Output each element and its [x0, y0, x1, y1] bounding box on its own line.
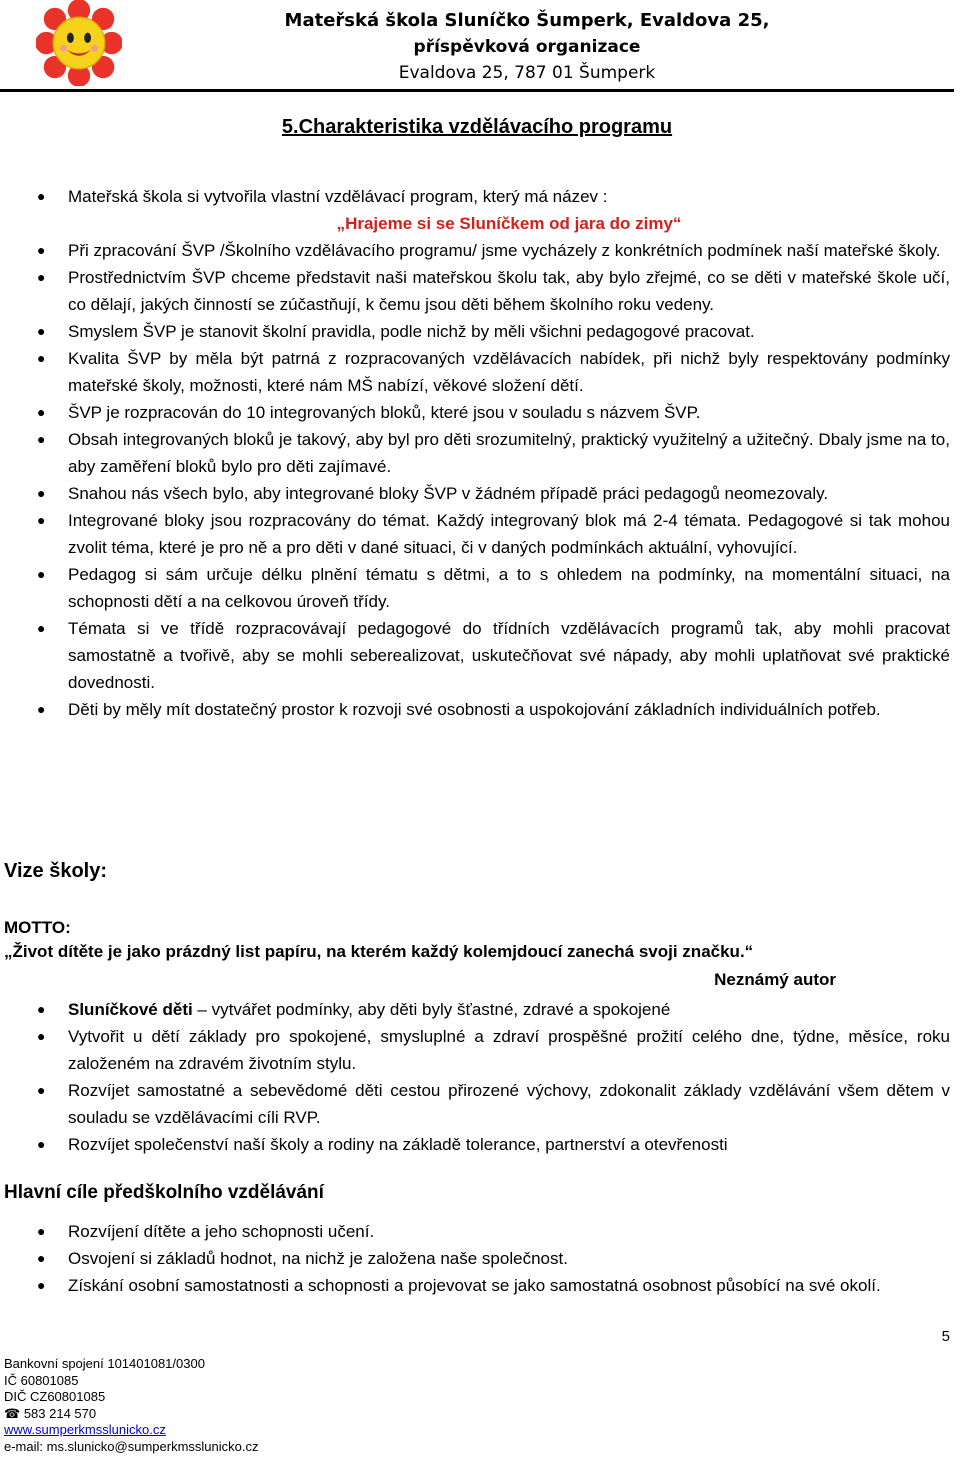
footer-web-link[interactable]: www.sumperkmsslunicko.cz	[4, 1422, 166, 1437]
list-item: ● Snahou nás všech bylo, aby integrované bloky ŠVP v žádném případě práci pedagogů neomezovaly.	[0, 480, 950, 507]
list-item: ● Získání osobní samostatnosti a schopnosti a projevovat se jako samostatná osobnost působící na své okolí.	[0, 1272, 950, 1299]
bullet-icon: ●	[37, 431, 46, 447]
bullet-icon: ●	[37, 188, 46, 204]
motto-label: MOTTO:	[4, 918, 71, 937]
bullet-icon: ●	[37, 323, 46, 339]
motto-quote: „Život dítěte je jako prázdný list papíru, na kterém každý kolemjdoucí zanechá svoji značku.“	[4, 942, 754, 961]
list-item: ● Kvalita ŠVP by měla být patrná z rozpracovaných vzdělávacích nabídek, při nichž byly respektovány podmínky mateřské školy, možnosti, které nám MŠ nabízí, věkové složení dětí.	[0, 345, 950, 399]
bullet-icon: ●	[37, 1277, 46, 1293]
phone-icon: ☎	[4, 1405, 21, 1421]
bullet-icon: ●	[37, 404, 46, 420]
bullet-icon: ●	[37, 485, 46, 501]
quote-author: Neznámý autor	[714, 970, 836, 989]
list-item: ● Rozvíjení dítěte a jeho schopnosti učení.	[0, 1218, 950, 1245]
footer-bank: Bankovní spojení 101401081/0300	[4, 1356, 205, 1371]
program-characteristics-list	[0, 183, 950, 210]
list-item: ● Témata si ve třídě rozpracovávají pedagogové do třídních vzdělávacích programů tak, aby mohli pracovat samostatně a tvořivě, aby se mohli seberealizovat, uskutečňovat své nápady, aby mohli uplatňovat své praktické dovednosti.	[0, 615, 950, 696]
page-title: 5.Charakteristika vzdělávacího programu	[281, 116, 673, 138]
list-item: ● Vytvořit u dětí základy pro spokojené, smysluplné a zdraví prospěšné prožití celého dne, týdne, měsíce, roku založeném na zdravém životním stylu.	[0, 1023, 950, 1077]
list-item: ● Rozvíjet společenství naší školy a rodiny na základě tolerance, partnerství a otevřenosti	[0, 1131, 950, 1158]
footer-email[interactable]: e-mail: ms.slunicko@sumperkmsslunicko.cz	[4, 1438, 259, 1454]
goals-heading: Hlavní cíle předškolního vzdělávání	[4, 1182, 324, 1203]
bullet-icon: ●	[37, 1223, 46, 1239]
program-characteristics-list-continued	[0, 237, 950, 723]
bullet-icon: ●	[37, 1250, 46, 1266]
list-item: ● Smyslem ŠVP je stanovit školní pravidla, podle nichž by měli všichni pedagogové pracovat.	[0, 318, 950, 345]
bullet-icon: ●	[37, 1028, 46, 1044]
list-item: ● Mateřská škola si vytvořila vlastní vzdělávací program, který má název :	[0, 183, 950, 210]
list-item: ● Integrované bloky jsou rozpracovány do témat. Každý integrovaný blok má 2-4 témata. Pedagogové si tak mohou zvolit téma, které je pro ně a pro děti v dané situaci, či v daných podmínkách aktuální, vyhovující.	[0, 507, 950, 561]
program-name: „Hrajeme si se Sluníčkem od jara do zimy“	[336, 214, 682, 233]
footer-phone-row	[4, 1406, 258, 1423]
vision-list	[0, 996, 950, 1158]
sun-flower-logo	[36, 0, 122, 86]
list-item: ● Rozvíjet samostatné a sebevědomé děti cestou přirozené výchovy, zdokonalit základy vzdělávání všem dětem v souladu se vzdělávacími cíli RVP.	[0, 1077, 950, 1131]
list-item: ● Děti by měly mít dostatečný prostor k rozvoji své osobnosti a uspokojování základních individuálních potřeb.	[0, 696, 950, 723]
bullet-icon: ●	[37, 566, 46, 582]
bullet-icon: ●	[37, 620, 46, 636]
vision-heading: Vize školy:	[4, 860, 108, 882]
footer-phone: 583 214 570	[23, 1405, 97, 1421]
bullet-icon: ●	[37, 1136, 46, 1152]
list-item: ● Prostřednictvím ŠVP chceme představit naši mateřskou školu tak, aby bylo zřejmé, co se děti v mateřské škole učí, co dělají, jakých činností se zúčastňují, k čemu jsou děti během školního roku vedeny.	[0, 264, 950, 318]
page-number: 5	[941, 1328, 950, 1345]
list-item: ● Při zpracování ŠVP /Školního vzdělávacího programu/ jsme vycházely z konkrétních podmínek naší mateřské školy.	[0, 237, 950, 264]
list-item: ● Obsah integrovaných bloků je takový, aby byl pro děti srozumitelný, praktický využitelný a užitečný. Dbaly jsme na to, aby zaměření bloků bylo pro děti zajímavé.	[0, 426, 950, 480]
bullet-icon: ●	[37, 512, 46, 528]
footer-contact	[4, 1356, 258, 1455]
list-item: ● Osvojení si základů hodnot, na nichž je založena naše společnost.	[0, 1245, 950, 1272]
bullet-icon: ●	[37, 701, 46, 717]
header-school-name: Mateřská škola Sluníčko Šumperk, Evaldova 25,	[284, 10, 770, 31]
list-item: ● Sluníčkové děti – vytvářet podmínky, aby děti byly šťastné, zdravé a spokojené	[0, 996, 950, 1023]
list-item: ● ŠVP je rozpracován do 10 integrovaných bloků, které jsou v souladu s názvem ŠVP.	[0, 399, 950, 426]
header-organization-type: příspěvková organizace	[413, 37, 641, 57]
list-item: ● Pedagog si sám určuje délku plnění tématu s dětmi, a to s ohledem na podmínky, na momentální situaci, na schopnosti dětí a na celkovou úroveň třídy.	[0, 561, 950, 615]
bullet-icon: ●	[37, 242, 46, 258]
bullet-icon: ●	[37, 1082, 46, 1098]
bullet-icon: ●	[37, 269, 46, 285]
footer-ic: IČ 60801085	[4, 1372, 79, 1388]
goals-list	[0, 1218, 950, 1299]
bullet-icon: ●	[37, 350, 46, 366]
bullet-icon: ●	[37, 1001, 46, 1017]
footer-dic: DIČ CZ60801085	[4, 1389, 106, 1404]
header-address: Evaldova 25, 787 01 Šumperk	[398, 63, 656, 83]
header-divider	[0, 89, 954, 92]
